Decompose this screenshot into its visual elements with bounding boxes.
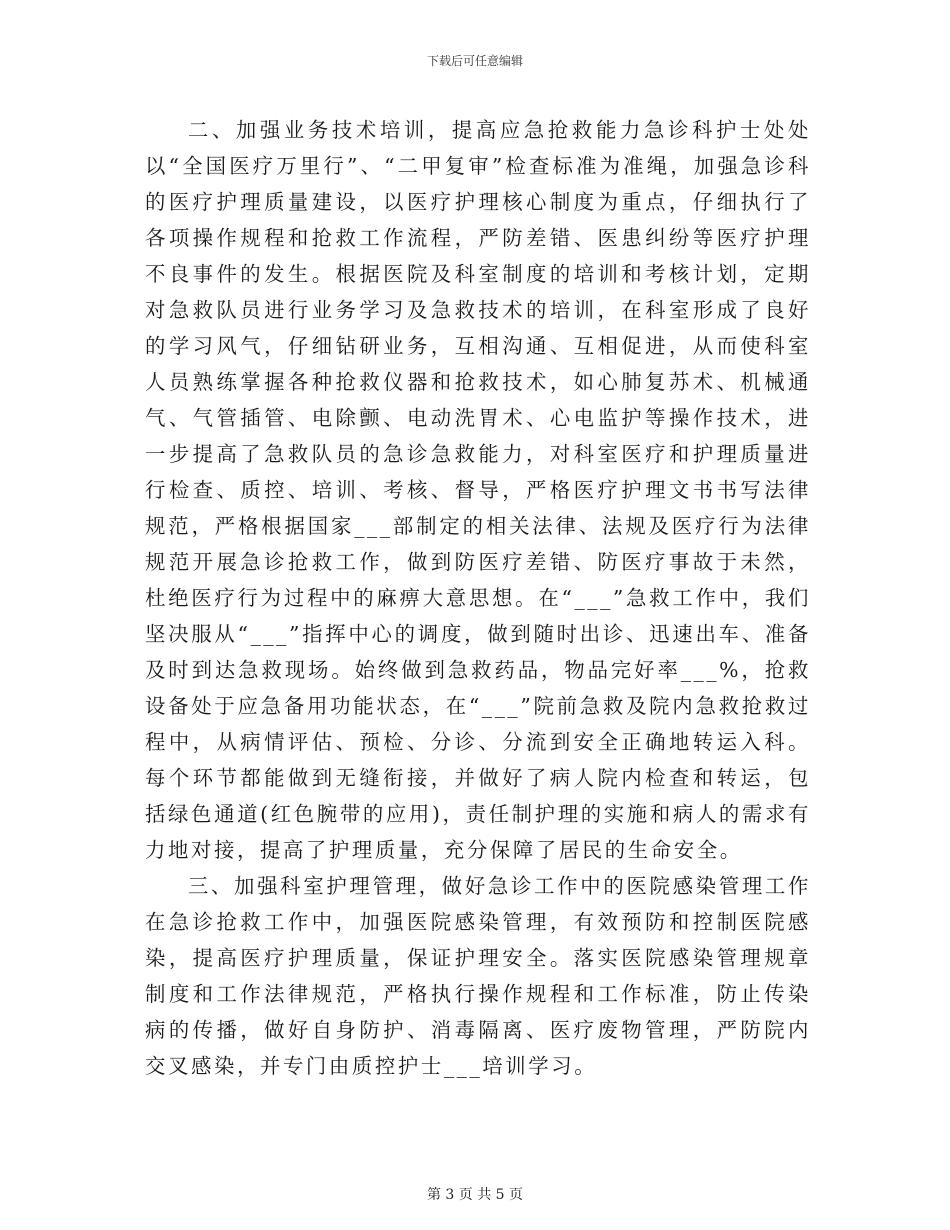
paragraph-infection-control: 三、加强科室护理管理，做好急诊工作中的医院感染管理工作在急诊抢救工作中，加强医院感染管理，有效预防和控制医院感染，提高医疗护理质量，保证护理安全。落实医院感染管理规章制度和工作法律规范，严格执行操作规程和工作标准，防止传染病的传播，做好自身防护、消毒隔离、医疗废物管理，严防院内交叉感染，并专门由质控护士___培训学习。 xyxy=(145,874,811,1078)
page-header xyxy=(0,52,950,69)
document-body xyxy=(145,112,811,1084)
page-number: 第 3 页 共 5 页 xyxy=(426,1187,524,1203)
page-footer xyxy=(0,1184,950,1204)
header-note: 下载后可任意编辑 xyxy=(426,54,523,68)
paragraph-training: 二、加强业务技术培训，提高应急抢救能力急诊科护士处处以“全国医疗万里行”、“二甲复审”检查标准为准绳，加强急诊科的医疗护理质量建设，以医疗护理核心制度为重点，仔细执行了各项操作规程和抢救工作流程，严防差错、医患纠纷等医疗护理不良事件的发生。根据医院及科室制度的培训和考核计划，定期对急救队员进行业务学习及急救技术的培训，在科室形成了良好的学习风气，仔细钻研业务，互相沟通、互相促进，从而使科室人员熟练掌握各种抢救仪器和抢救技术，如心肺复苏术、机械通气、气管插管、电除颤、电动洗胃术、心电监护等操作技术，进一步提高了急救队员的急诊急救能力，对科室医疗和护理质量进行检查、质控、培训、考核、督导，严格医疗护理文书书写法律规范，严格根据国家___部制定的相关法律、法规及医疗行为法律规范开展急诊抢救工作，做到防医疗差错、防医疗事故于未然，杜绝医疗行为过程中的麻痹大意思想。在“___”急救工作中，我们坚决服从“___”指挥中心的调度，做到随时出诊、迅速出车、准备及时到达急救现场。始终做到急救药品，物品完好率___%，抢救设备处于应急备用功能状态，在“___”院前急救及院内急救抢救过程中，从病情评估、预检、分诊、分流到安全正确地转运入科。每个环节都能做到无缝衔接，并做好了病人院内检查和转运，包括绿色通道(红色腕带的应用)，责任制护理的实施和病人的需求有力地对接，提高了护理质量，充分保障了居民的生命安全。 xyxy=(145,118,811,862)
